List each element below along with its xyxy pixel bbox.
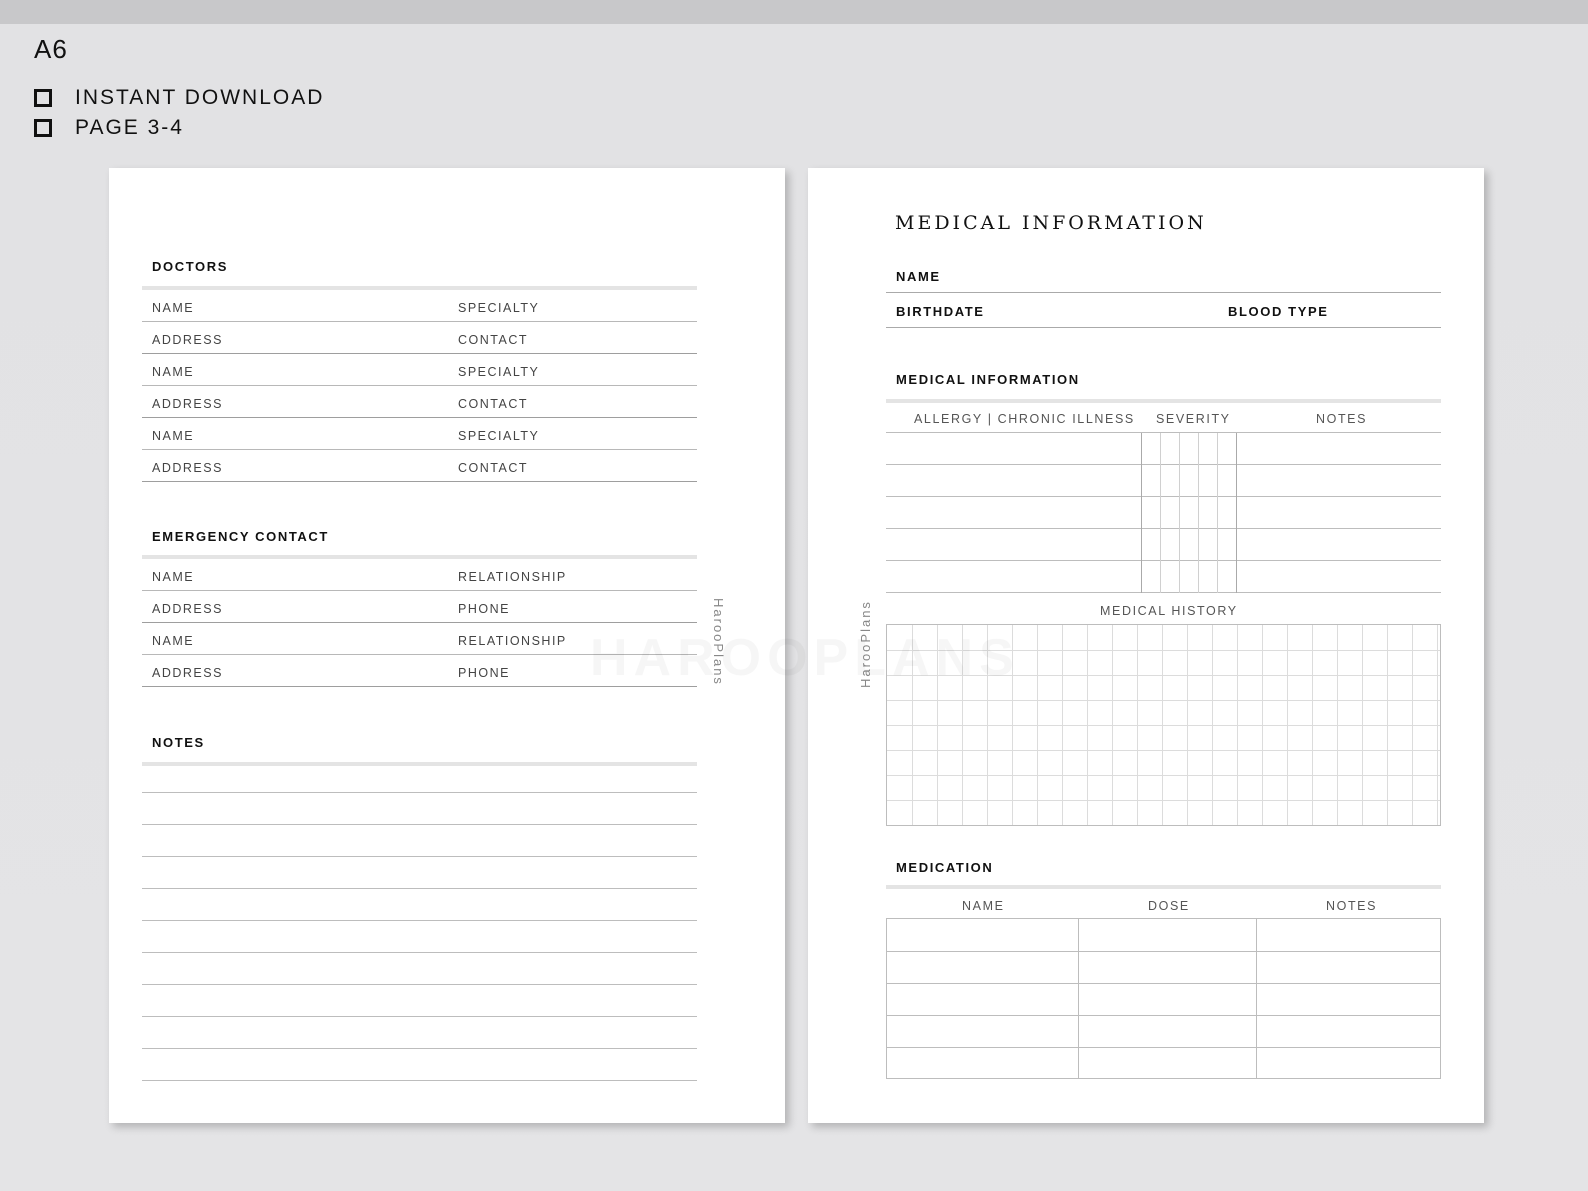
birthdate-label: BIRTHDATE (896, 304, 985, 319)
table-rule (886, 528, 1441, 529)
watermark (590, 628, 1020, 688)
grid-line-h (887, 750, 1440, 751)
notes-line (142, 1016, 697, 1017)
col-notes: NOTES (1316, 412, 1368, 426)
row-label-right: SPECIALTY (458, 301, 540, 315)
table-divider (1179, 433, 1180, 593)
col-severity: SEVERITY (1156, 412, 1231, 426)
notes-line (142, 920, 697, 921)
table-row (142, 591, 697, 623)
notes-line (142, 952, 697, 953)
table-row (142, 322, 697, 354)
row-label-right: CONTACT (458, 333, 528, 347)
table-rule (887, 1015, 1440, 1016)
notes-line (142, 1080, 697, 1081)
grid-line-h (887, 725, 1440, 726)
table-row (142, 386, 697, 418)
table-divider (1198, 433, 1199, 593)
grid-line-h (887, 800, 1440, 801)
medication-title: MEDICATION (896, 860, 994, 875)
checkbox-icon (34, 89, 52, 107)
med-info-title: MEDICAL INFORMATION (896, 372, 1080, 387)
doctors-title: DOCTORS (152, 259, 228, 274)
top-strip (0, 0, 1588, 24)
name-label: NAME (896, 269, 941, 284)
name-line (886, 292, 1441, 293)
row-label-left: ADDRESS (152, 666, 223, 680)
col-med-name: NAME (962, 899, 1005, 913)
notes-line (142, 984, 697, 985)
table-divider (1160, 433, 1161, 593)
table-divider (1217, 433, 1218, 593)
size-label: A6 (34, 34, 68, 64)
grid-line-h (887, 775, 1440, 776)
section-bar (886, 399, 1441, 403)
table-rule (886, 496, 1441, 497)
table-divider (1078, 919, 1079, 1078)
table-row (142, 354, 697, 386)
history-title: MEDICAL HISTORY (1100, 604, 1238, 618)
section-bar (142, 762, 697, 766)
row-label-right: PHONE (458, 666, 510, 680)
table-rule (887, 1047, 1440, 1048)
row-label-left: ADDRESS (152, 397, 223, 411)
table-rule (887, 983, 1440, 984)
checkbox-icon (34, 119, 52, 137)
birthdate-line (886, 327, 1441, 328)
row-label-left: NAME (152, 634, 195, 648)
table-rule (886, 560, 1441, 561)
table-row (142, 290, 697, 322)
feature-instant-download (34, 86, 324, 110)
col-med-notes: NOTES (1326, 899, 1378, 913)
table-rule (886, 432, 1441, 433)
brand-vertical: HarooPlans (711, 598, 726, 686)
notes-line (142, 888, 697, 889)
feature-label: PAGE 3-4 (75, 116, 184, 139)
feature-label: INSTANT DOWNLOAD (75, 86, 325, 109)
row-label-left: ADDRESS (152, 461, 223, 475)
row-label-right: SPECIALTY (458, 365, 540, 379)
notes-title: NOTES (152, 735, 205, 750)
row-label-left: NAME (152, 570, 195, 584)
table-rule (886, 464, 1441, 465)
table-divider (1236, 433, 1237, 593)
row-label-right: RELATIONSHIP (458, 570, 567, 584)
notes-line (142, 824, 697, 825)
col-allergy: ALLERGY | CHRONIC ILLNESS (914, 412, 1135, 426)
table-row (142, 559, 697, 591)
table-divider (1141, 433, 1142, 593)
notes-line (142, 1048, 697, 1049)
row-label-right: RELATIONSHIP (458, 634, 567, 648)
medication-table (886, 918, 1441, 1079)
table-divider (1256, 919, 1257, 1078)
row-label-right: SPECIALTY (458, 429, 540, 443)
row-label-right: PHONE (458, 602, 510, 616)
section-bar (886, 885, 1441, 889)
row-label-right: CONTACT (458, 461, 528, 475)
feature-page-range (34, 116, 184, 140)
row-label-left: NAME (152, 365, 195, 379)
table-row (142, 450, 697, 482)
blood-type-label: BLOOD TYPE (1228, 304, 1329, 319)
table-row (142, 418, 697, 450)
grid-line-h (887, 700, 1440, 701)
row-label-left: ADDRESS (152, 602, 223, 616)
table-rule (887, 951, 1440, 952)
notes-line (142, 792, 697, 793)
page-title: MEDICAL INFORMATION (895, 212, 1207, 234)
row-label-left: NAME (152, 301, 195, 315)
row-label-left: ADDRESS (152, 333, 223, 347)
row-label-right: CONTACT (458, 397, 528, 411)
col-med-dose: DOSE (1148, 899, 1190, 913)
row-label-left: NAME (152, 429, 195, 443)
notes-line (142, 856, 697, 857)
emergency-title: EMERGENCY CONTACT (152, 529, 329, 544)
brand-vertical: HarooPlans (858, 600, 873, 688)
table-rule (886, 592, 1441, 593)
